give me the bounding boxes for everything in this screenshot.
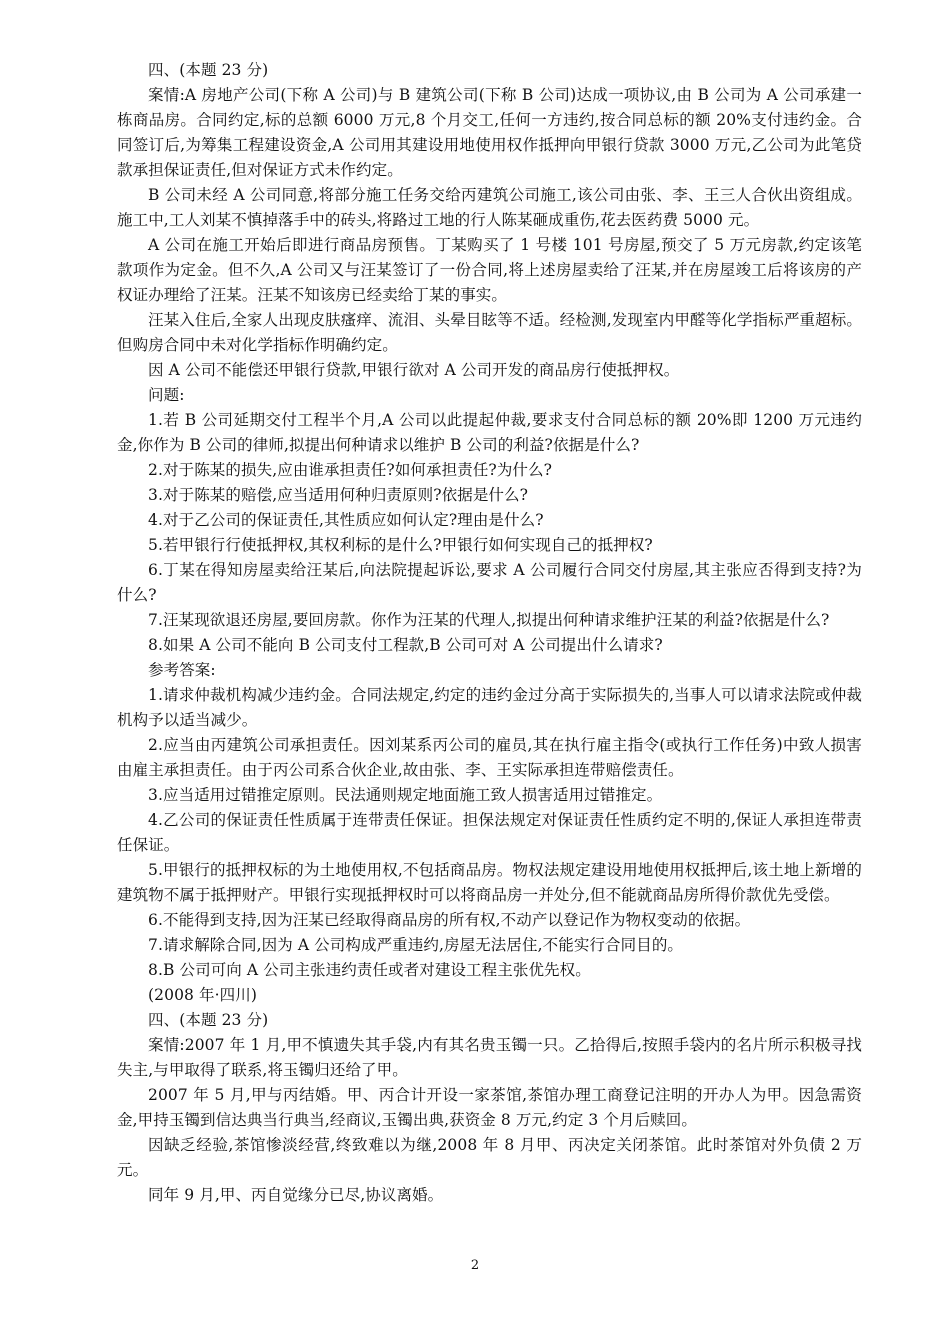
case-paragraph-3: A 公司在施工开始后即进行商品房预售。丁某购买了 1 号楼 101 号房屋,预交了 5 万元房款,约定该笔款项作为定金。但不久,A 公司又与汪某签订了一份合同,将上述房屋卖给了汪某,并在房屋竣工后将该房的产权证办理给了汪某。汪某不知该房已经卖给丁某的事实。 [117,236,862,304]
question-2: 2.对于陈某的损失,应由谁承担责任?如何承担责任?为什么? [148,461,553,479]
case2-paragraph-4: 同年 9 月,甲、丙自觉缘分已尽,协议离婚。 [148,1186,444,1204]
question-4: 4.对于乙公司的保证责任,其性质应如何认定?理由是什么? [148,511,544,529]
question-7: 7.汪某现欲退还房屋,要回房款。你作为汪某的代理人,拟提出何种请求维护汪某的利益?依据是什么? [148,611,830,629]
answers-heading: 参考答案: [148,661,216,679]
question-5: 5.若甲银行行使抵押权,其权利标的是什么?甲银行如何实现自己的抵押权? [148,536,653,554]
answer-6: 6.不能得到支持,因为汪某已经取得商品房的所有权,不动产以登记作为物权变动的依据。 [148,911,751,929]
answer-8: 8.B 公司可向 A 公司主张违约责任或者对建设工程主张优先权。 [148,961,591,979]
document-body [117,58,862,1208]
question-6: 6.丁某在得知房屋卖给汪某后,向法院提起诉讼,要求 A 公司履行合同交付房屋,其主张应否得到支持?为什么? [117,561,862,604]
answer-7: 7.请求解除合同,因为 A 公司构成严重违约,房屋无法居住,不能实行合同目的。 [148,936,684,954]
case-paragraph-2: B 公司未经 A 公司同意,将部分施工任务交给丙建筑公司施工,该公司由张、李、王三人合伙出资组成。施工中,工人刘某不慎掉落手中的砖头,将路过工地的行人陈某砸成重伤,花去医药费 5000 元。 [117,186,862,229]
case-paragraph-4: 汪某入住后,全家人出现皮肤瘙痒、流泪、头晕目眩等不适。经检测,发现室内甲醛等化学指标严重超标。但购房合同中未对化学指标作明确约定。 [117,311,862,354]
answer-2: 2.应当由丙建筑公司承担责任。因刘某系丙公司的雇员,其在执行雇主指令(或执行工作任务)中致人损害由雇主承担责任。由于丙公司系合伙企业,故由张、李、王实际承担连带赔偿责任。 [117,736,862,779]
question-1: 1.若 B 公司延期交付工程半个月,A 公司以此提起仲裁,要求支付合同总标的额 20%即 1200 万元违约金,你作为 B 公司的律师,拟提出何种请求以维护 B 公司的利益?依据是什么? [117,411,862,454]
answer-5: 5.甲银行的抵押权标的为土地使用权,不包括商品房。物权法规定建设用地使用权抵押后,该土地上新增的建筑物不属于抵押财产。甲银行实现抵押权时可以将商品房一并处分,但不能就商品房所得价款优先受偿。 [117,861,862,904]
page-number: 2 [470,1258,480,1273]
section-heading-2: 四、(本题 23 分) [148,1011,269,1029]
question-8: 8.如果 A 公司不能向 B 公司支付工程款,B 公司可对 A 公司提出什么请求? [148,636,663,654]
answer-4: 4.乙公司的保证责任性质属于连带责任保证。担保法规定对保证责任性质约定不明的,保证人承担连带责任保证。 [117,811,862,854]
case2-paragraph-1: 案情:2007 年 1 月,甲不慎遗失其手袋,内有其名贵玉镯一只。乙拾得后,按照手袋内的名片所示积极寻找失主,与甲取得了联系,将玉镯归还给了甲。 [117,1036,862,1079]
source-note: (2008 年·四川) [148,986,257,1004]
answer-3: 3.应当适用过错推定原则。民法通则规定地面施工致人损害适用过错推定。 [148,786,663,804]
case-paragraph-1: 案情:A 房地产公司(下称 A 公司)与 B 建筑公司(下称 B 公司)达成一项协议,由 B 公司为 A 公司承建一栋商品房。合同约定,标的总额 6000 万元,8 个月交工,任何一方违约,按合同总标的额 20%支付违约金。合同签订后,为筹集工程建设资金,A 公司用其建设用地使用权作抵押向甲银行贷款 3000 万元,乙公司为此笔贷款承担保证责任,但对保证方式未作约定。 [117,86,862,179]
case2-paragraph-2: 2007 年 5 月,甲与丙结婚。甲、丙合计开设一家茶馆,茶馆办理工商登记注明的开办人为甲。因急需资金,甲持玉镯到信达典当行典当,经商议,玉镯出典,获资金 8 万元,约定 3 个月后赎回。 [117,1086,862,1129]
questions-heading: 问题: [148,386,185,404]
question-3: 3.对于陈某的赔偿,应当适用何种归责原则?依据是什么? [148,486,529,504]
case-paragraph-5: 因 A 公司不能偿还甲银行贷款,甲银行欲对 A 公司开发的商品房行使抵押权。 [148,361,680,379]
answer-1: 1.请求仲裁机构减少违约金。合同法规定,约定的违约金过分高于实际损失的,当事人可以请求法院或仲裁机构予以适当减少。 [117,686,862,729]
section-heading-1: 四、(本题 23 分) [148,61,269,79]
case2-paragraph-3: 因缺乏经验,茶馆惨淡经营,终致难以为继,2008 年 8 月甲、丙决定关闭茶馆。此时茶馆对外负债 2 万元。 [117,1136,862,1179]
